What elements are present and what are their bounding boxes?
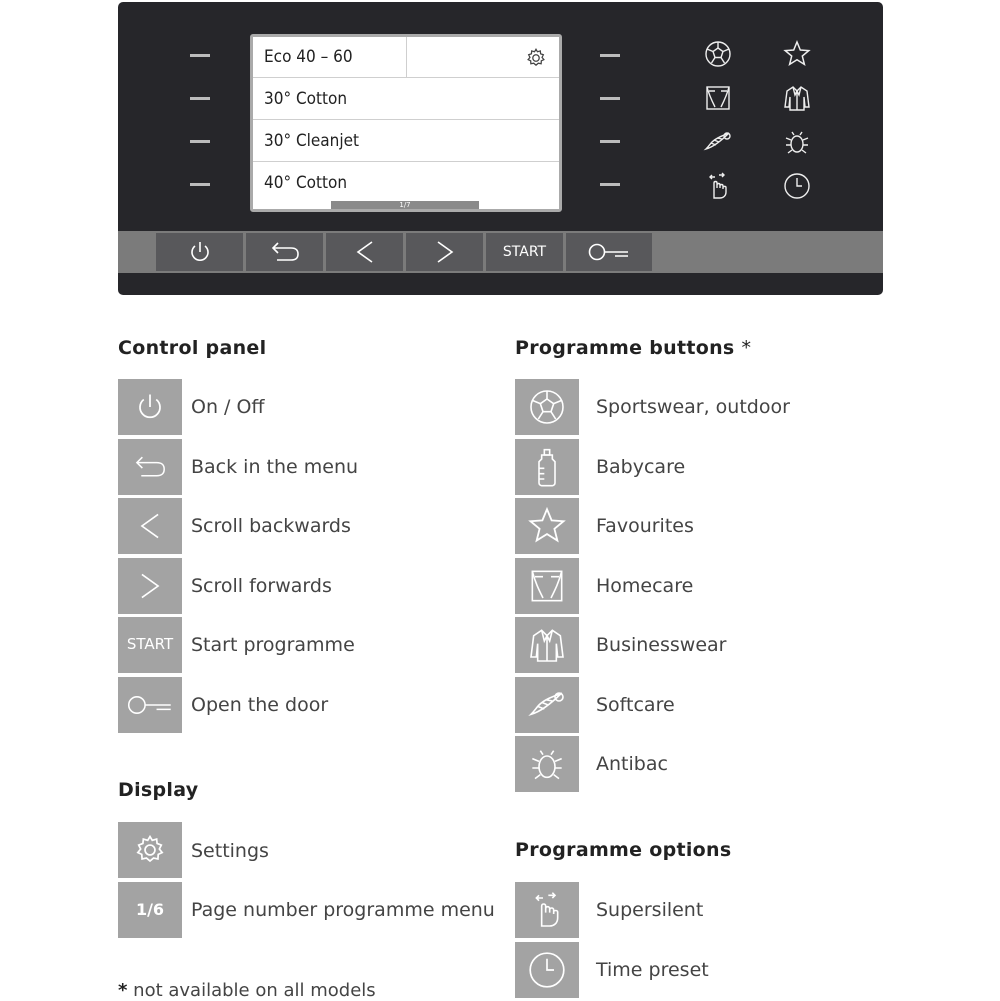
legend-scroll-forward-label: Scroll forwards [191,575,332,597]
legend-sportswear-box [515,379,579,435]
display-heading: Display [118,779,199,801]
back-arrow-icon [269,241,301,263]
clock-icon[interactable] [782,171,812,201]
legend-businesswear-label: Businesswear [596,634,727,656]
curtain-icon [527,566,567,606]
legend-scroll-back-box [118,498,182,554]
chevron-left-icon [137,511,163,541]
legend-homecare-label: Homecare [596,575,694,597]
right-select-dash-1[interactable] [600,54,620,57]
right-select-dash-2[interactable] [600,97,620,100]
legend-back-box [118,439,182,495]
screen-row-1-text: Eco 40 – 60 [264,47,353,67]
feather-icon [523,685,571,725]
legend-page-number-text: 1/6 [135,900,165,919]
programme-buttons-title: Programme buttons [515,337,735,359]
door-open-button[interactable] [566,233,652,271]
legend-babycare-label: Babycare [596,456,686,478]
left-select-dash-2[interactable] [190,97,210,100]
legend-sportswear-label: Sportswear, outdoor [596,396,790,418]
key-icon [126,694,174,716]
legend-power-label: On / Off [191,396,265,418]
bug-icon[interactable] [782,127,812,157]
legend-start-box [118,617,182,673]
start-button-label: START [502,244,547,260]
legend-start-label: Start programme [191,634,355,656]
chevron-left-icon [354,239,376,265]
shirt-icon[interactable] [782,83,812,113]
scroll-back-button[interactable] [326,233,403,271]
footnote-star: * [118,980,128,1001]
legend-supersilent-label: Supersilent [596,899,704,921]
key-icon [587,242,631,262]
legend-supersilent-box [515,882,579,938]
legend-door-box [118,677,182,733]
legend-scroll-back-label: Scroll backwards [191,515,351,537]
gear-icon[interactable] [525,47,547,69]
baby-bottle-icon [532,447,562,487]
chevron-right-icon [137,571,163,601]
display-screen [250,34,562,212]
left-select-dash-3[interactable] [190,140,210,143]
chevron-right-icon [434,239,456,265]
legend-businesswear-box [515,617,579,673]
ball-icon [527,387,567,427]
screen-row-4[interactable]: 40° Cotton [264,173,348,193]
feather-icon[interactable] [703,127,733,157]
legend-page-number-label: Page number programme menu [191,899,495,921]
curtain-icon[interactable] [703,83,733,113]
legend-settings-box [118,822,182,878]
left-select-dash-1[interactable] [190,54,210,57]
legend-favourites-label: Favourites [596,515,694,537]
legend-back-label: Back in the menu [191,456,359,478]
legend-page-number-box [118,882,182,938]
legend-favourites-box [515,498,579,554]
legend-softcare-label: Softcare [596,694,675,716]
back-arrow-icon [132,455,168,479]
right-select-dash-4[interactable] [600,183,620,186]
bug-icon [527,744,567,784]
legend-babycare-box [515,439,579,495]
star-icon[interactable] [782,39,812,69]
star-icon [526,505,568,547]
legend-power-box [118,379,182,435]
legend-homecare-box [515,558,579,614]
legend-time-preset-label: Time preset [596,959,709,981]
screen-row-2[interactable]: 30° Cotton [253,79,559,120]
programme-buttons-asterisk: * [741,337,752,359]
power-button[interactable] [156,233,243,271]
programme-options-heading: Programme options [515,839,732,861]
screen-row-1[interactable] [253,37,559,78]
appliance-control-panel [118,2,883,295]
ball-icon[interactable] [703,39,733,69]
legend-softcare-box [515,677,579,733]
legend-time-preset-box [515,942,579,998]
power-icon [135,392,165,422]
footnote-text: not available on all models [133,980,376,1001]
legend-antibac-box [515,736,579,792]
gear-icon [133,833,167,867]
shirt-icon [527,625,567,665]
footnote [118,980,376,1001]
left-select-dash-4[interactable] [190,183,210,186]
programme-buttons-heading [515,337,751,359]
screen-pager: 1/7 [331,201,479,209]
scroll-forward-button[interactable] [406,233,483,271]
legend-door-label: Open the door [191,694,329,716]
hand-icon[interactable] [703,171,733,201]
back-button[interactable] [246,233,323,271]
clock-icon [526,949,568,991]
power-icon [188,240,212,264]
start-button[interactable] [486,233,563,271]
hand-icon [527,890,567,930]
legend-settings-label: Settings [191,840,269,862]
screen-row-3[interactable]: 30° Cleanjet [253,121,559,162]
legend-start-text: START [126,635,174,653]
right-select-dash-3[interactable] [600,140,620,143]
legend-antibac-label: Antibac [596,753,668,775]
control-panel-heading: Control panel [118,337,267,359]
legend-scroll-forward-box [118,558,182,614]
